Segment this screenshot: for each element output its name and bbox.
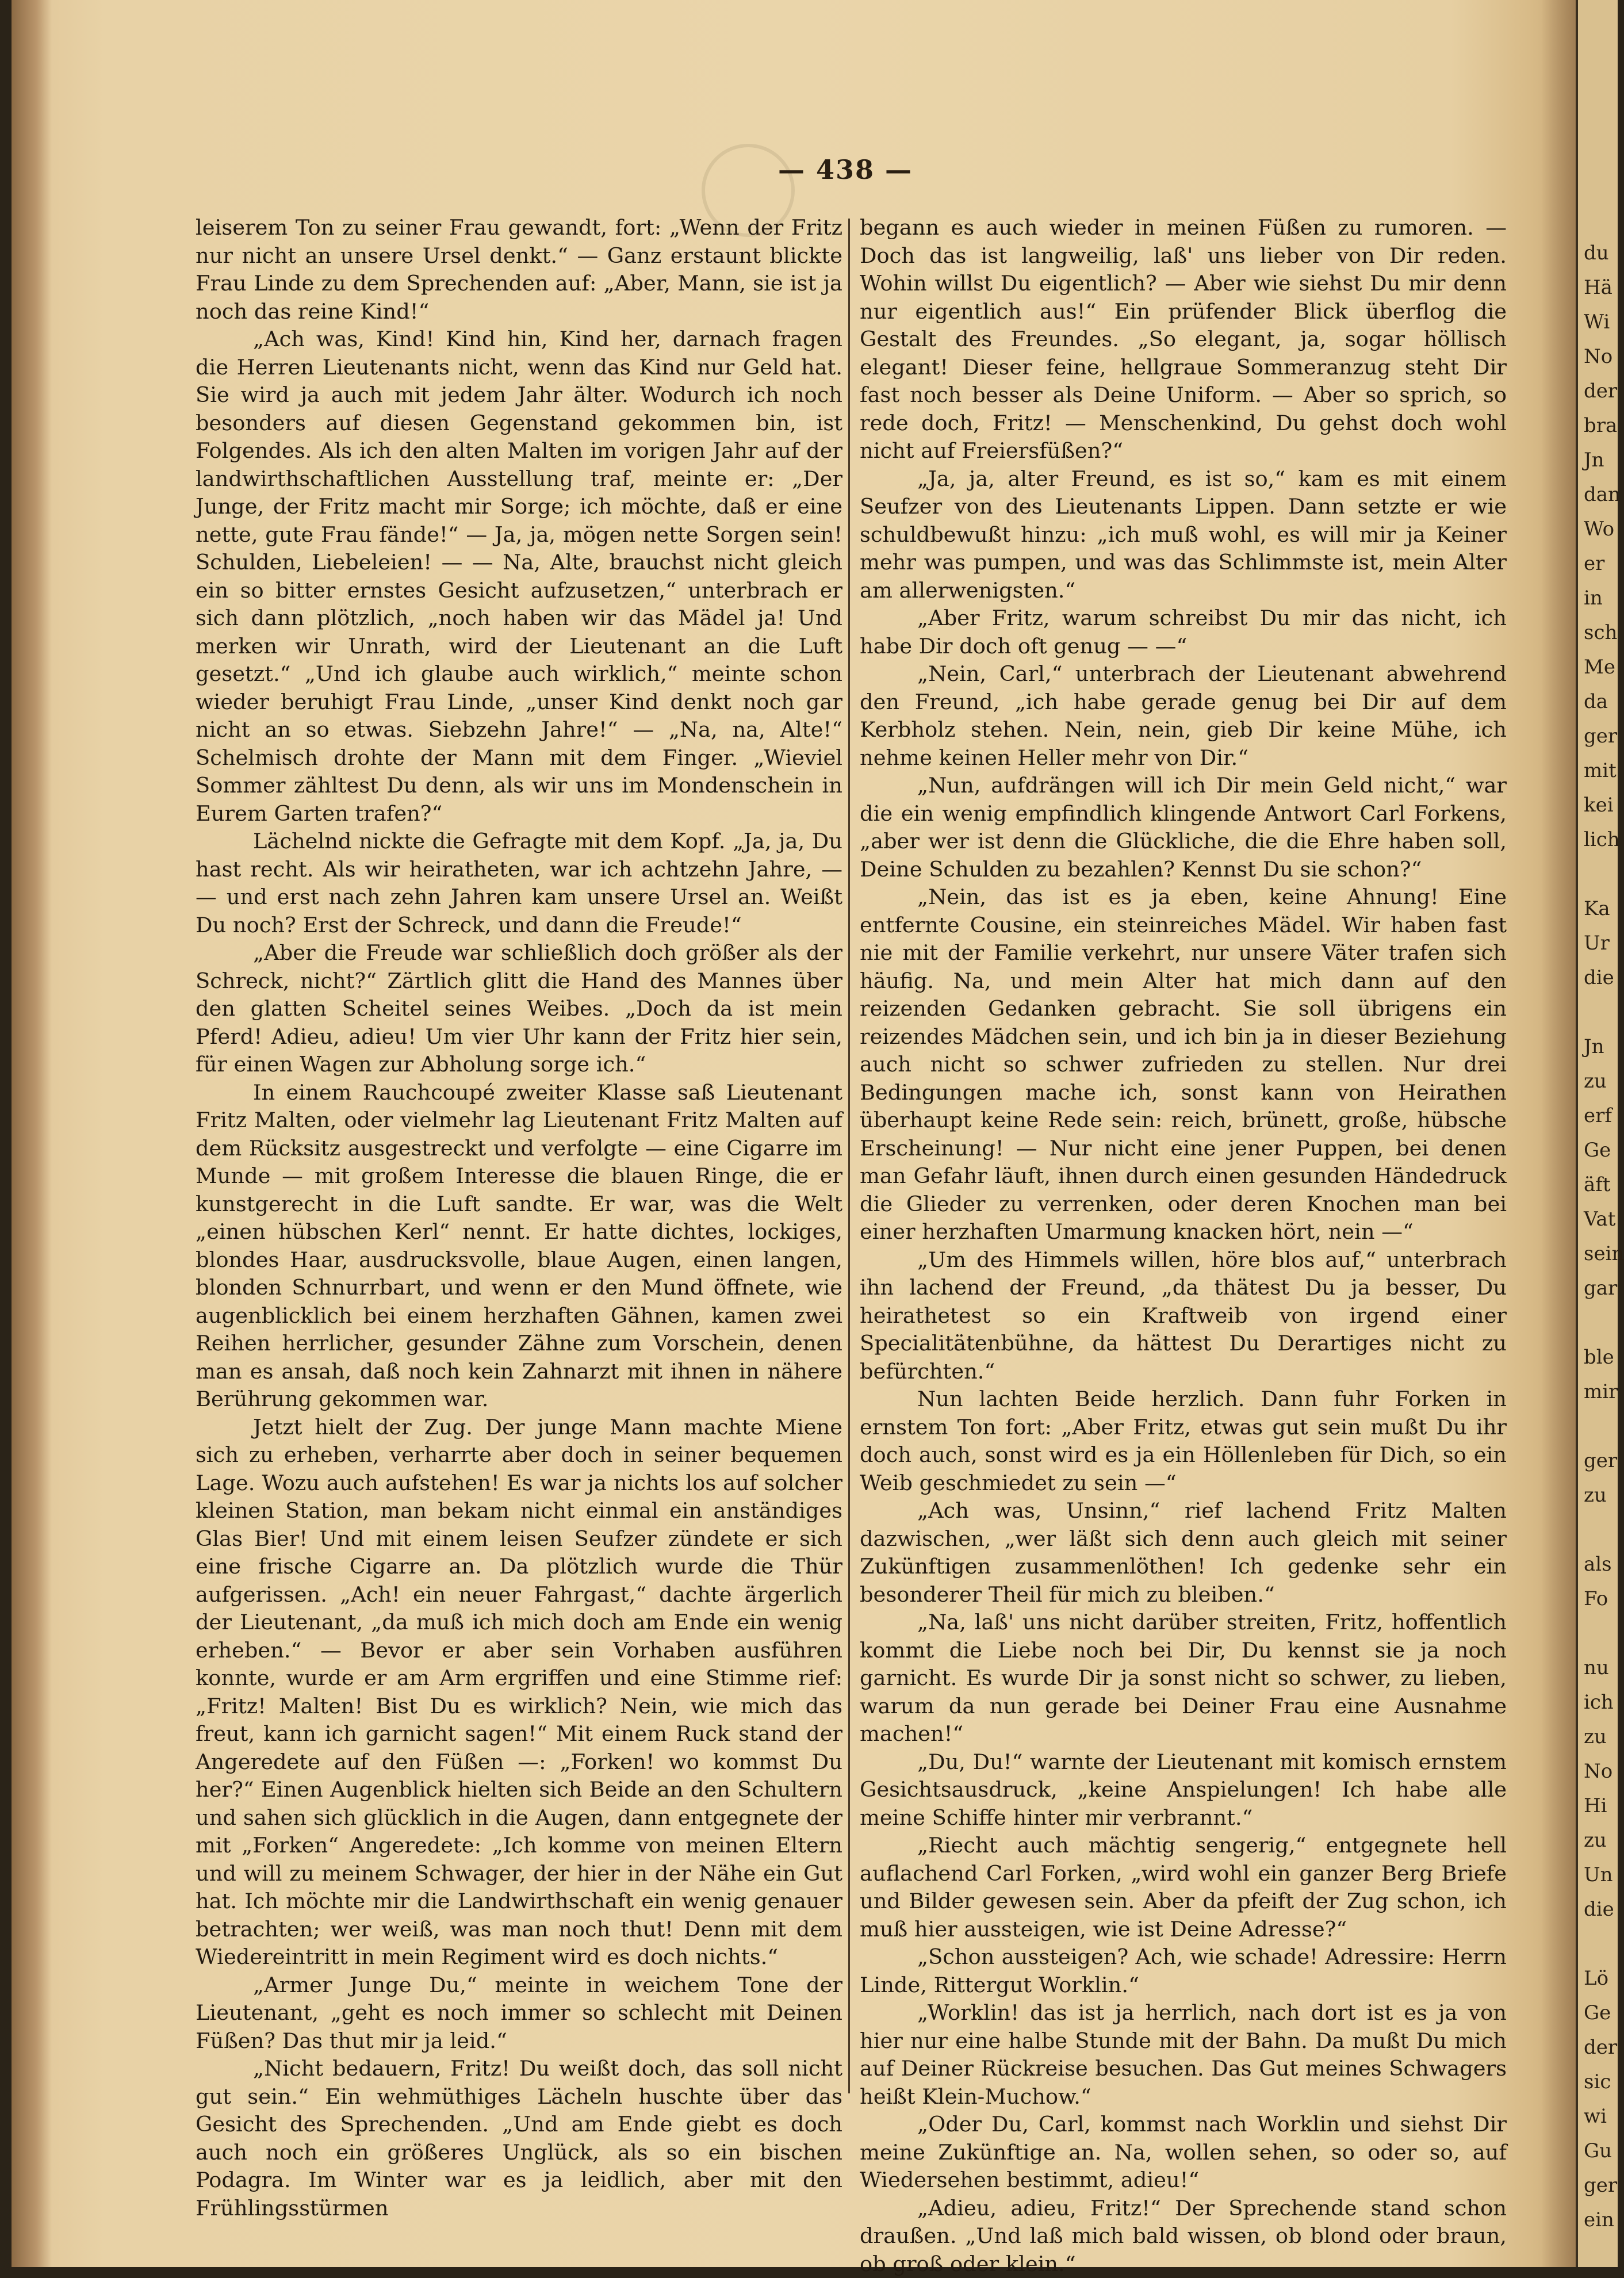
paragraph: „Ach was, Unsinn,“ rief lachend Fritz Malten dazwischen, „wer läßt sich denn auch gleich mit seiner Zukünftigen zusammenlöthen! Ich gedenke sehr ein besonderer Theil für mich zu bleiben.“ [860,1497,1507,1609]
paragraph: „Um des Himmels willen, höre blos auf,“ unterbrach ihn lachend der Freund, „da thätest Du ja besser, Du heirathetest so ein Kraftweib von irgend einer Specialitätenbühne, da hättest Du Derartiges nicht zu befürchten.“ [860,1246,1507,1386]
adjacent-page-fragment: Ur [1578,926,1624,960]
adjacent-page-fragment: Un [1578,1858,1624,1892]
adjacent-page-fragment: Hi [1578,1789,1624,1823]
adjacent-page-fragment: Ge [1578,1996,1624,2030]
column-divider [848,219,850,2093]
paragraph: Lächelnd nickte die Gefragte mit dem Kopf. „Ja, ja, Du hast recht. Als wir heiratheten, war ich achtzehn Jahre, — — und erst nach zehn Jahren kam unsere Ursel an. Weißt Du noch? Erst der Schreck, und dann die Freude!“ [196,828,842,939]
paragraph: „Schon aussteigen? Ach, wie schade! Adressire: Herrn Linde, Rittergut Worklin.“ [860,1943,1507,1999]
adjacent-page-fragment [1578,857,1624,891]
paragraph: „Riecht auch mächtig sengerig,“ entgegnete hell auflachend Carl Forken, „wird wohl ein ganzer Berg Briefe und Bilder gewesen sein. Aber da pfeift der Zug schon, ich muß hier aussteigen, wie ist Deine Adresse?“ [860,1832,1507,1943]
adjacent-page-fragment: zu [1578,1823,1624,1858]
adjacent-page-fragment: Lö [1578,1961,1624,1996]
adjacent-page-fragment [1578,1305,1624,1340]
adjacent-page-fragment: ger [1578,2168,1624,2203]
adjacent-page-fragment: Jn [1578,1029,1624,1064]
adjacent-page-fragment: Gu [1578,2134,1624,2168]
adjacent-page-fragment: äft [1578,1167,1624,1202]
adjacent-page-fragment: ich [1578,1685,1624,1720]
adjacent-page-fragment: Fo [1578,1582,1624,1616]
adjacent-page-fragment: gar [1578,1271,1624,1305]
adjacent-page-fragment: ger [1578,719,1624,753]
adjacent-page-fragment: lich [1578,822,1624,857]
adjacent-page-fragment: der [1578,374,1624,408]
adjacent-page-fragment: in [1578,581,1624,615]
adjacent-page-fragment [1578,1927,1624,1961]
adjacent-page-fragment: er [1578,546,1624,581]
paragraph: „Adieu, adieu, Fritz!“ Der Sprechende stand schon draußen. „Und laß mich bald wissen, ob blond oder braun, ob groß oder klein.“ [860,2195,1507,2278]
adjacent-page-fragment [1578,1513,1624,1547]
paragraph: „Du, Du!“ warnte der Lieutenant mit komisch ernstem Gesichtsausdruck, „keine Anspielungen! Ich habe alle meine Schiffe hinter mir verbrannt.“ [860,1748,1507,1832]
adjacent-page-fragment: nu [1578,1651,1624,1685]
adjacent-page-fragment: Ge [1578,1133,1624,1167]
adjacent-page-fragment: sch [1578,615,1624,650]
adjacent-page-fragments [1578,236,1624,2237]
paragraph: leiserem Ton zu seiner Frau gewandt, fort: „Wenn der Fritz nur nicht an unsere Ursel denkt.“ — Ganz erstaunt blickte Frau Linde zu dem Sprechenden auf: „Aber, Mann, sie ist ja noch das reine Kind!“ [196,214,842,326]
paragraph: Nun lachten Beide herzlich. Dann fuhr Forken in ernstem Ton fort: „Aber Fritz, etwas gut sein mußt Du ihr doch auch, sonst wird es ja ein Höllenleben für Dich, so ein Weib geschmiedet zu sein —“ [860,1385,1507,1497]
adjacent-page-edge [1576,0,1618,2267]
paragraph: „Nun, aufdrängen will ich Dir mein Geld nicht,“ war die ein wenig empfindlich klingende Antwort Carl Forkens, „aber wer ist denn die Glückliche, die die Ehre haben soll, Deine Schulden zu bezahlen? Kennst Du sie schon?“ [860,772,1507,883]
paragraph: „Na, laß' uns nicht darüber streiten, Fritz, hoffentlich kommt die Liebe noch bei Dir, Du kennst sie ja noch garnicht. Es wurde Dir ja sonst nicht so schwer, zu lieben, warum da nun gerade bei Deiner Frau eine Ausnahme machen!“ [860,1609,1507,1748]
newspaper-page [12,0,1576,2267]
adjacent-page-fragment: kei [1578,788,1624,822]
adjacent-page-fragment: die [1578,1892,1624,1927]
adjacent-page-fragment: Me [1578,650,1624,684]
paragraph: „Aber die Freude war schließlich doch größer als der Schreck, nicht?“ Zärtlich glitt die Hand des Mannes über den glatten Scheitel seines Weibes. „Doch da ist mein Pferd! Adieu, adieu! Um vier Uhr kann der Fritz hier sein, für einen Wagen zur Abholung sorge ich.“ [196,939,842,1079]
paragraph: „Nein, das ist es ja eben, keine Ahnung! Eine entfernte Cousine, ein steinreiches Mädel. Wir haben fast nie mit der Familie verkehrt, nur unsere Väter trafen sich häufig. Na, und mein Alter hat mich dann auf den reizenden Gedanken gebracht. Sie soll übrigens ein reizendes Mädchen sein, und ich bin ja in dieser Beziehung auch nicht so schwer zufrieden zu stellen. Nur drei Bedingungen mache ich, sonst kann von Heirathen überhaupt keine Rede sein: reich, brünett, große, hübsche Erscheinung! — Nur nicht eine jener Puppen, bei denen man Gefahr läuft, ihnen durch einen gesunden Händedruck die Glieder zu verrenken, oder deren Knochen man bei einer herzhaften Umarmung knacken hört, nein —“ [860,883,1507,1246]
adjacent-page-fragment: Hä [1578,270,1624,305]
adjacent-page-fragment: wi [1578,2099,1624,2134]
adjacent-page-fragment [1578,1409,1624,1444]
page-number: — 438 — [759,154,932,185]
paragraph: „Nicht bedauern, Fritz! Du weißt doch, das soll nicht gut sein.“ Ein wehmüthiges Lächeln huschte über das Gesicht des Sprechenden. „Und am Ende giebt es doch auch noch ein größeres Unglück, als so ein bischen Podagra. Im Winter war es ja leidlich, aber mit den Frühlingsstürmen [196,2055,842,2222]
adjacent-page-fragment: zu [1578,1064,1624,1098]
adjacent-page-fragment: Wo [1578,512,1624,546]
adjacent-page-fragment: zu [1578,1720,1624,1754]
paragraph: „Worklin! das ist ja herrlich, nach dort ist es ja von hier nur eine halbe Stunde mit der Bahn. Da mußt Du mich auf Deiner Rückreise besuchen. Das Gut meines Schwagers heißt Klein-Muchow.“ [860,1999,1507,2111]
adjacent-page-fragment: der [1578,2030,1624,2065]
adjacent-page-fragment: Wi [1578,305,1624,339]
left-text-column [196,214,842,2222]
adjacent-page-fragment: mir [1578,1375,1624,1409]
adjacent-page-fragment: sic [1578,2065,1624,2099]
adjacent-page-fragment: ger [1578,1444,1624,1478]
adjacent-page-fragment: No [1578,1754,1624,1789]
adjacent-page-fragment: die [1578,960,1624,995]
adjacent-page-fragment: ble [1578,1340,1624,1375]
adjacent-page-fragment: zu [1578,1478,1624,1513]
adjacent-page-fragment: Jn [1578,443,1624,477]
paragraph: begann es auch wieder in meinen Füßen zu rumoren. — Doch das ist langweilig, laß' uns lieber von Dir reden. Wohin willst Du eigentlich? — Aber wie siehst Du mir denn nur eigentlich aus!“ Ein prüfender Blick überflog die Gestalt des Freundes. „So elegant, ja, sogar höllisch elegant! Dieser feine, hellgraue Sommeranzug steht Dir fast noch besser als Deine Uniform. — Aber so sprich, so rede doch, Fritz! — Menschenkind, Du gehst doch wohl nicht auf Freiersfüßen?“ [860,214,1507,465]
page-gutter-shadow [1541,0,1576,2267]
adjacent-page-fragment: da [1578,684,1624,719]
adjacent-page-fragment: Vat [1578,1202,1624,1236]
adjacent-page-fragment [1578,995,1624,1029]
adjacent-page-fragment: No [1578,339,1624,374]
paragraph: „Armer Junge Du,“ meinte in weichem Tone der Lieutenant, „geht es noch immer so schlecht mit Deinen Füßen? Das thut mir ja leid.“ [196,1971,842,2055]
page-edge-shadow [12,0,52,2267]
adjacent-page-fragment: mit [1578,753,1624,788]
paragraph: Jetzt hielt der Zug. Der junge Mann machte Miene sich zu erheben, verharrte aber doch in seiner bequemen Lage. Wozu auch aufstehen! Es war ja nichts los auf solcher kleinen Station, man bekam nicht einmal ein anständiges Glas Bier! Und mit einem leisen Seufzer zündete er sich eine frische Cigarre an. Da plötzlich wurde die Thür aufgerissen. „Ach! ein neuer Fahrgast,“ dachte ärgerlich der Lieutenant, „da muß ich mich doch am Ende ein wenig erheben.“ — Bevor er aber sein Vorhaben ausführen konnte, wurde er am Arm ergriffen und eine Stimme rief: „Fritz! Malten! Bist Du es wirklich? Nein, wie mich das freut, kann ich garnicht sagen!“ Mit einem Ruck stand der Angeredete auf den Füßen —: „Forken! wo kommst Du her?“ Einen Augenblick hielten sich Beide an den Schultern und sahen sich glücklich in die Augen, dann entgegnete der mit „Forken“ Angeredete: „Ich komme von meinen Eltern und will zu meinem Schwager, der hier in der Nähe ein Gut hat. Ich möchte mir die Landwirthschaft ein wenig genauer betrachten; wer weiß, was man noch thut! Denn mit dem Wiedereintritt in mein Regiment wird es doch nichts.“ [196,1414,842,1971]
adjacent-page-fragment: bra [1578,408,1624,443]
adjacent-page-fragment: dan [1578,477,1624,512]
paragraph: „Nein, Carl,“ unterbrach der Lieutenant abwehrend den Freund, „ich habe gerade genug bei Dir auf dem Kerbholz stehen. Nein, nein, gieb Dir keine Mühe, ich nehme keinen Heller mehr von Dir.“ [860,660,1507,772]
adjacent-page-fragment: Ka [1578,891,1624,926]
paragraph: „Aber Fritz, warum schreibst Du mir das nicht, ich habe Dir doch oft genug — —“ [860,604,1507,660]
adjacent-page-fragment: erf [1578,1098,1624,1133]
adjacent-page-fragment: ein [1578,2203,1624,2237]
adjacent-page-fragment [1578,1616,1624,1651]
paragraph: „Ach was, Kind! Kind hin, Kind her, darnach fragen die Herren Lieutenants nicht, wenn das Kind nur Geld hat. Sie wird ja auch mit jedem Jahr älter. Wodurch ich noch besonders auf diesen Gegenstand gekommen bin, ist Folgendes. Als ich den alten Malten im vorigen Jahr auf der landwirthschaftlichen Ausstellung traf, meinte er: „Der Junge, der Fritz macht mir Sorge; ich möchte, daß er eine nette, gute Frau fände!“ — Ja, ja, mögen nette Sorgen sein! Schulden, Liebeleien! — — Na, Alte, brauchst nicht gleich ein so bitter ernstes Gesicht aufzusetzen,“ unterbrach er sich dann plötzlich, „noch haben wir das Mädel ja! Und merken wir Unrath, wird der Lieutenant an die Luft gesetzt.“ „Und ich glaube auch wirklich,“ meinte schon wieder beruhigt Frau Linde, „unser Kind denkt noch gar nicht an so etwas. Siebzehn Jahre!“ — „Na, na, Alte!“ Schelmisch drohte der Mann mit dem Finger. „Wieviel Sommer zähltest Du denn, als wir uns im Mondenschein in Eurem Garten trafen?“ [196,326,842,828]
right-text-column [860,214,1507,2278]
adjacent-page-fragment: sein [1578,1236,1624,1271]
paragraph: In einem Rauchcoupé zweiter Klasse saß Lieutenant Fritz Malten, oder vielmehr lag Lieutenant Fritz Malten auf dem Rücksitz ausgestreckt und verfolgte — eine Cigarre im Munde — mit großem Interesse die blauen Ringe, die er kunstgerecht in die Luft sandte. Er war, was die Welt „einen hübschen Kerl“ nennt. Er hatte dichtes, lockiges, blondes Haar, ausdrucksvolle, blaue Augen, einen langen, blonden Schnurrbart, und wenn er den Mund öffnete, wie augenblicklich bei einem herzhaften Gähnen, kamen zwei Reihen herrlicher, gesunder Zähne zum Vorschein, denen man es ansah, daß noch kein Zahnarzt mit ihnen in nähere Berührung gekommen war. [196,1079,842,1414]
adjacent-page-fragment: du [1578,236,1624,270]
paragraph: „Ja, ja, alter Freund, es ist so,“ kam es mit einem Seufzer von des Lieutenants Lippen. Dann setzte er wie schuldbewußt hinzu: „ich muß wohl, es will mir ja Keiner mehr was pumpen, und was das Schlimmste ist, mein Alter am allerwenigsten.“ [860,465,1507,605]
paragraph: „Oder Du, Carl, kommst nach Worklin und siehst Dir meine Zukünftige an. Na, wollen sehen, so oder so, auf Wiedersehen bestimmt, adieu!“ [860,2111,1507,2195]
adjacent-page-fragment: als [1578,1547,1624,1582]
